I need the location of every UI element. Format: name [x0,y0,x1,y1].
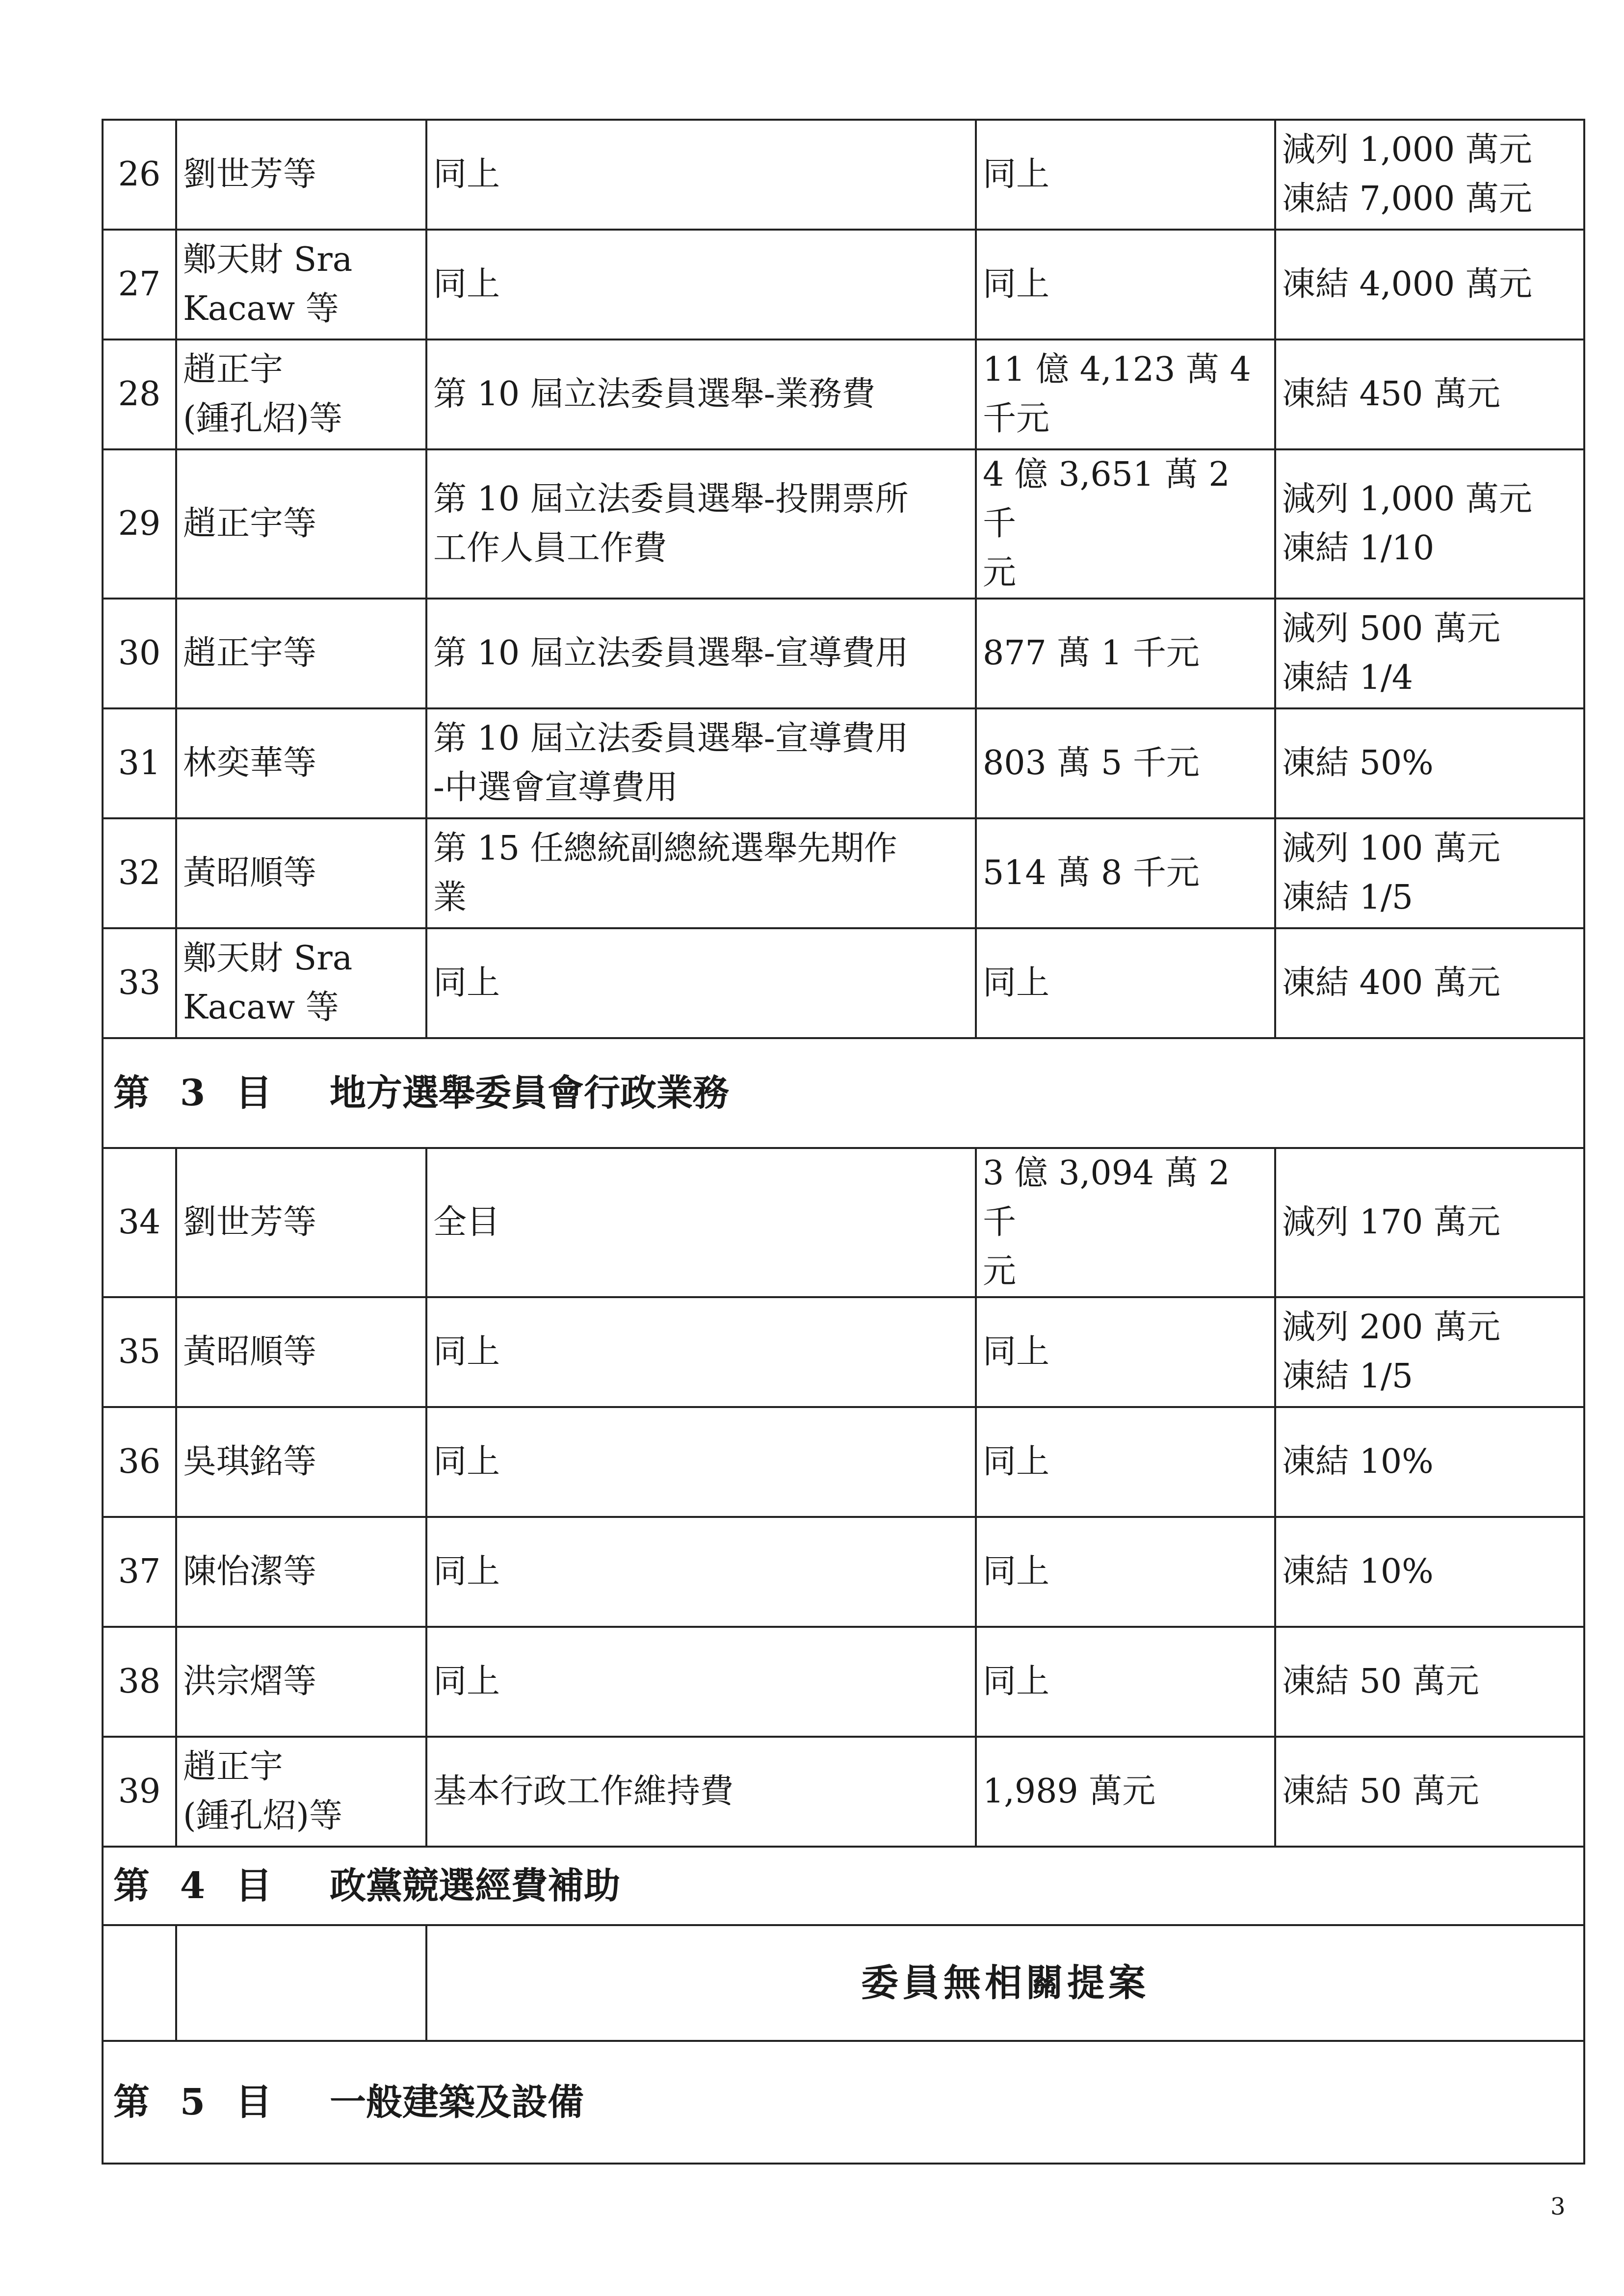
budget-item-cell: 第 10 屆立法委員選舉-宣導費用 [426,599,976,708]
budget-item-cell: 同上 [426,1517,976,1627]
proposer-cell: 趙正宇 (鍾孔炤)等 [176,1737,426,1847]
row-number-cell: 37 [103,1517,176,1627]
row-number-cell: 30 [103,599,176,708]
rows-group-a [103,120,1584,1038]
proposer-cell: 黃昭順等 [176,818,426,928]
proposer-cell: 趙正宇等 [176,599,426,708]
proposer-cell: 洪宗熠等 [176,1627,426,1737]
amount-cell: 1,989 萬元 [976,1737,1275,1847]
table-row [103,120,1584,230]
action-cell: 減列 1,000 萬元 凍結 7,000 萬元 [1275,120,1584,230]
amount-cell: 同上 [976,1297,1275,1407]
table-row [103,1297,1584,1407]
action-cell: 減列 170 萬元 [1275,1148,1584,1297]
row-number-cell: 35 [103,1297,176,1407]
amount-cell: 514 萬 8 千元 [976,818,1275,928]
amount-cell: 同上 [976,230,1275,339]
amount-cell: 同上 [976,1627,1275,1737]
amount-cell: 同上 [976,928,1275,1038]
amount-cell: 11 億 4,123 萬 4 千元 [976,339,1275,449]
section-5-number: 第 5 目 [113,2081,281,2123]
table-row [103,818,1584,928]
row-number-cell: 39 [103,1737,176,1847]
amount-cell: 同上 [976,1407,1275,1517]
proposer-cell: 趙正宇 (鍾孔炤)等 [176,339,426,449]
section-3-cell [103,1038,1584,1148]
proposer-cell: 吳琪銘等 [176,1407,426,1517]
proposer-cell: 林奕華等 [176,708,426,818]
section-3-title: 地方選舉委員會行政業務 [330,1072,730,1114]
budget-item-cell: 同上 [426,928,976,1038]
table-row [103,1407,1584,1517]
action-cell: 凍結 50 萬元 [1275,1627,1584,1737]
proposer-cell: 鄭天財 Sra Kacaw 等 [176,928,426,1038]
row-number-cell: 32 [103,818,176,928]
proposer-cell: 陳怡潔等 [176,1517,426,1627]
table-row [103,1148,1584,1297]
proposer-cell: 鄭天財 Sra Kacaw 等 [176,230,426,339]
table-row [103,339,1584,449]
budget-item-cell: 全目 [426,1148,976,1297]
action-cell: 凍結 10% [1275,1407,1584,1517]
row-number-cell: 29 [103,449,176,599]
table-row [103,599,1584,708]
row-number-cell: 26 [103,120,176,230]
amount-cell: 同上 [976,120,1275,230]
row-number-cell: 36 [103,1407,176,1517]
amount-cell: 同上 [976,1517,1275,1627]
action-cell: 凍結 50 萬元 [1275,1737,1584,1847]
section-3-header [103,1038,1584,1148]
no-proposal-empty-cell [176,1925,426,2041]
amount-cell: 803 萬 5 千元 [976,708,1275,818]
page-number: 3 [1550,2193,1566,2220]
action-cell: 凍結 450 萬元 [1275,339,1584,449]
budget-item-cell: 第 15 任總統副總統選舉先期作 業 [426,818,976,928]
row-number-cell: 33 [103,928,176,1038]
table-row [103,708,1584,818]
no-proposal-row [103,1925,1584,2041]
table-row [103,928,1584,1038]
action-cell: 減列 500 萬元 凍結 1/4 [1275,599,1584,708]
budget-item-cell: 第 10 屆立法委員選舉-業務費 [426,339,976,449]
row-number-cell: 38 [103,1627,176,1737]
table-row [103,449,1584,599]
no-proposal-empty-cell [103,1925,176,2041]
budget-item-cell: 第 10 屆立法委員選舉-宣導費用 -中選會宣導費用 [426,708,976,818]
rows-group-b [103,1148,1584,1847]
row-number-cell: 28 [103,339,176,449]
section-3-number: 第 3 目 [113,1072,281,1114]
amount-cell: 4 億 3,651 萬 2 千 元 [976,449,1275,599]
table-row [103,1737,1584,1847]
section-5-title: 一般建築及設備 [330,2081,584,2123]
section-4-number: 第 4 目 [113,1865,281,1907]
proposer-cell: 劉世芳等 [176,120,426,230]
section-4-header [103,1847,1584,1925]
budget-item-cell: 基本行政工作維持費 [426,1737,976,1847]
table-row [103,1627,1584,1737]
section-5-cell [103,2041,1584,2164]
row-number-cell: 31 [103,708,176,818]
proposer-cell: 黃昭順等 [176,1297,426,1407]
action-cell: 減列 100 萬元 凍結 1/5 [1275,818,1584,928]
section-5-header [103,2041,1584,2164]
action-cell: 凍結 400 萬元 [1275,928,1584,1038]
table-row [103,1517,1584,1627]
budget-item-cell: 同上 [426,1297,976,1407]
budget-item-cell: 第 10 屆立法委員選舉-投開票所 工作人員工作費 [426,449,976,599]
budget-item-cell: 同上 [426,230,976,339]
row-number-cell: 27 [103,230,176,339]
action-cell: 凍結 4,000 萬元 [1275,230,1584,339]
row-number-cell: 34 [103,1148,176,1297]
proposer-cell: 劉世芳等 [176,1148,426,1297]
amount-cell: 877 萬 1 千元 [976,599,1275,708]
budget-item-cell: 同上 [426,1627,976,1737]
amount-cell: 3 億 3,094 萬 2 千 元 [976,1148,1275,1297]
action-cell: 凍結 10% [1275,1517,1584,1627]
action-cell: 凍結 50% [1275,708,1584,818]
budget-item-cell: 同上 [426,120,976,230]
section-4-title: 政黨競選經費補助 [330,1865,621,1907]
action-cell: 減列 1,000 萬元 凍結 1/10 [1275,449,1584,599]
action-cell: 減列 200 萬元 凍結 1/5 [1275,1297,1584,1407]
no-proposal-text: 委員無相關提案 [426,1925,1584,2041]
table-row [103,230,1584,339]
budget-item-cell: 同上 [426,1407,976,1517]
section-4-cell [103,1847,1584,1925]
budget-proposal-table [102,119,1585,2165]
proposer-cell: 趙正宇等 [176,449,426,599]
